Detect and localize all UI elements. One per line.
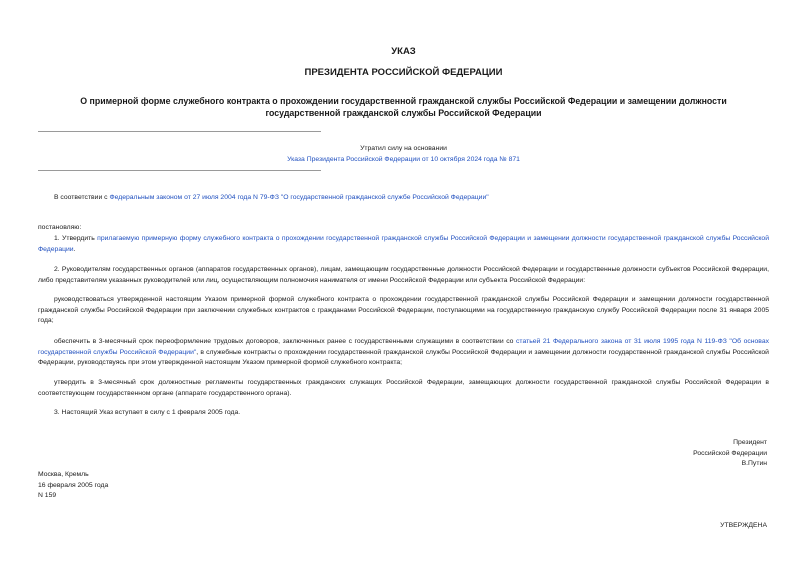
place-date-block	[38, 470, 108, 502]
item-2-paragraph: 2. Руководителям государственных органов (аппаратов государственных органов), лицам, замещающим государственные должности Российской Федерации и государственные должности субъектов Российской Федерации, либо представителям указанных руководителей или лиц, осуществляющим полномочия нанимателя от имени Российской Федерации или субъекта Российской Федерации:	[38, 266, 769, 284]
signature-title: Президент	[733, 439, 767, 446]
intro-prefix: В соответствии с	[54, 194, 110, 201]
item-2-c-paragraph: утвердить в 3-месячный срок должностные регламенты государственных гражданских служащих Российской Федерации, замещающих должности государственной гражданской службы Российской Федерации в соответствующем государственном органе (аппарате государственного органа).	[38, 379, 769, 397]
item-2-b-prefix: обеспечить в 3-месячный срок переоформление трудовых договоров, заключенных ранее с государственными служащими в соответствии со	[54, 338, 517, 345]
signature-name: В.Путин	[741, 460, 767, 467]
item-1-paragraph	[38, 234, 769, 255]
decree-word: постановляю:	[38, 224, 82, 231]
item-3-paragraph: 3. Настоящий Указ вступает в силу с 1 февраля 2005 года.	[54, 409, 241, 416]
signature-country: Российской Федерации	[693, 449, 767, 457]
item-1-suffix: .	[73, 245, 76, 253]
place-date: 16 февраля 2005 года	[38, 481, 109, 489]
item-2-a-paragraph: руководствоваться утвержденной настоящим Указом примерной формой служебного контракта о прохождении государственной гражданской службы Российской Федерации и замещении должности государственной гражданской службы Российской Федерации при заключении служебных контрактов с гражданами Российской Федерации, поступающими на государственную гражданскую службу Российской Федерации после 31 января 2005 года;	[38, 296, 769, 324]
federal-law-79-link[interactable]: Федеральным законом от 27 июля 2004 года N 79-ФЗ "О государственной гражданской службе Российской Федерации"	[109, 194, 489, 201]
signature-block	[693, 438, 767, 470]
item-2-b-paragraph	[38, 337, 769, 369]
item-1-prefix: 1. Утвердить	[54, 235, 98, 242]
status-note: Утратил силу на основании	[360, 145, 447, 152]
status-link-row	[40, 156, 767, 163]
approved-label: УТВЕРЖДЕНА	[720, 522, 767, 529]
federal-law-119-link[interactable]: статьей 21 Федерального закона от 31 июля 1995 года N 119-ФЗ "Об основах государственной службы Российской Федерации"	[38, 338, 769, 356]
place-city: Москва, Кремль	[38, 471, 89, 478]
divider-bottom	[38, 170, 321, 171]
divider-top	[38, 131, 321, 132]
document-subject: О примерной форме служебного контракта о прохождении государственной гражданской службы Российской Федерации и замещении должности государственной гражданской службы Российской Федерации	[80, 96, 727, 118]
decree-number: N 159	[38, 492, 57, 499]
document-issuer: ПРЕЗИДЕНТА РОССИЙСКОЙ ФЕДЕРАЦИИ	[304, 67, 503, 78]
intro-paragraph	[38, 193, 769, 204]
contract-form-link[interactable]: прилагаемую примерную форму служебного контракта о прохождении государственной гражданской службы Российской Федерации и замещении должности государственной гражданской службы Российской Федерации	[38, 235, 769, 253]
document-title: УКАЗ	[391, 46, 416, 57]
repeal-decree-link[interactable]: Указа Президента Российской Федерации от 10 октября 2024 года № 871	[287, 156, 520, 163]
item-2-b-suffix: , в служебные контракты о прохождении государственной гражданской службы Российской Федерации и замещении должности государственной гражданской службы Российской Федерации, руководствуясь при этом утвержденной настоящим Указом примерной формой служебного контракта;	[38, 348, 769, 366]
